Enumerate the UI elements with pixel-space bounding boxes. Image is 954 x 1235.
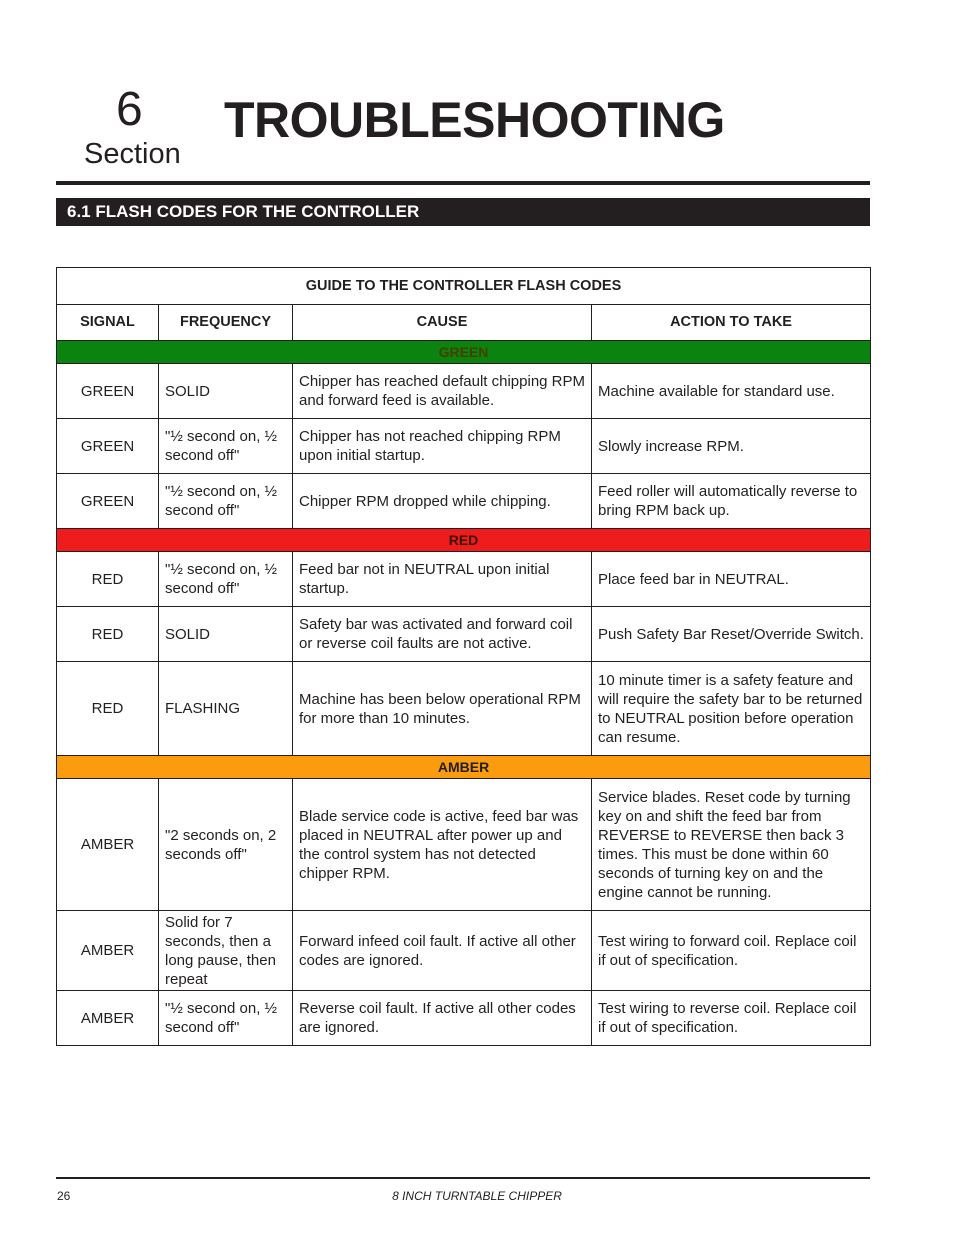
column-header-frequency: FREQUENCY xyxy=(159,305,293,341)
action-cell: Place feed bar in NEUTRAL. xyxy=(592,552,871,607)
group-row-red xyxy=(57,529,871,552)
cause-cell: Safety bar was activated and forward coil or reverse coil faults are not active. xyxy=(293,607,592,662)
frequency-cell: FLASHING xyxy=(159,662,293,756)
subsection-heading: 6.1 FLASH CODES FOR THE CONTROLLER xyxy=(56,198,870,226)
cause-cell: Feed bar not in NEUTRAL upon initial startup. xyxy=(293,552,592,607)
table-row xyxy=(57,779,871,911)
page-title: TROUBLESHOOTING xyxy=(224,92,725,148)
frequency-cell: SOLID xyxy=(159,364,293,419)
action-cell: Test wiring to reverse coil. Replace coil if out of specification. xyxy=(592,991,871,1046)
cause-cell: Blade service code is active, feed bar was placed in NEUTRAL after power up and the control system has not detected chipper RPM. xyxy=(293,779,592,911)
table-row xyxy=(57,911,871,991)
cause-cell: Chipper RPM dropped while chipping. xyxy=(293,474,592,529)
cause-cell: Chipper has reached default chipping RPM and forward feed is available. xyxy=(293,364,592,419)
manual-title: 8 INCH TURNTABLE CHIPPER xyxy=(392,1189,562,1203)
frequency-cell: Solid for 7 seconds, then a long pause, then repeat xyxy=(159,911,293,991)
frequency-cell: "½ second on, ½ second off" xyxy=(159,474,293,529)
signal-cell: AMBER xyxy=(57,991,159,1046)
table-header-row xyxy=(57,305,871,341)
group-row-amber xyxy=(57,756,871,779)
frequency-cell: "½ second on, ½ second off" xyxy=(159,991,293,1046)
table-row xyxy=(57,991,871,1046)
action-cell: Machine available for standard use. xyxy=(592,364,871,419)
action-cell: Service blades. Reset code by turning key on and shift the feed bar from REVERSE to REVERSE then back 3 times. This must be done within 60 seconds of turning key on and the engine cannot be running. xyxy=(592,779,871,911)
action-cell: Test wiring to forward coil. Replace coil if out of specification. xyxy=(592,911,871,991)
action-cell: Push Safety Bar Reset/Override Switch. xyxy=(592,607,871,662)
table-row xyxy=(57,474,871,529)
signal-cell: RED xyxy=(57,662,159,756)
table-row xyxy=(57,662,871,756)
group-row-green xyxy=(57,341,871,364)
signal-cell: AMBER xyxy=(57,911,159,991)
column-header-signal: SIGNAL xyxy=(57,305,159,341)
cause-cell: Chipper has not reached chipping RPM upon initial startup. xyxy=(293,419,592,474)
frequency-cell: "½ second on, ½ second off" xyxy=(159,419,293,474)
page-number: 26 xyxy=(57,1189,71,1203)
action-cell: Slowly increase RPM. xyxy=(592,419,871,474)
action-cell: 10 minute timer is a safety feature and will require the safety bar to be returned to NEUTRAL position before operation can resume. xyxy=(592,662,871,756)
frequency-cell: "½ second on, ½ second off" xyxy=(159,552,293,607)
signal-cell: RED xyxy=(57,552,159,607)
cause-cell: Machine has been below operational RPM for more than 10 minutes. xyxy=(293,662,592,756)
section-number: 6 xyxy=(116,83,143,136)
signal-cell: RED xyxy=(57,607,159,662)
cause-cell: Forward infeed coil fault. If active all other codes are ignored. xyxy=(293,911,592,991)
column-header-action: ACTION TO TAKE xyxy=(592,305,871,341)
cause-cell: Reverse coil fault. If active all other codes are ignored. xyxy=(293,991,592,1046)
table-caption: GUIDE TO THE CONTROLLER FLASH CODES xyxy=(57,268,871,305)
table-row xyxy=(57,607,871,662)
flash-codes-table xyxy=(56,267,871,1046)
table-row xyxy=(57,364,871,419)
signal-cell: GREEN xyxy=(57,419,159,474)
group-label-red: RED xyxy=(57,529,871,552)
footer-rule xyxy=(56,1177,870,1179)
table-row xyxy=(57,419,871,474)
table-row xyxy=(57,552,871,607)
title-rule xyxy=(56,181,870,185)
signal-cell: AMBER xyxy=(57,779,159,911)
signal-cell: GREEN xyxy=(57,364,159,419)
frequency-cell: SOLID xyxy=(159,607,293,662)
group-label-amber: AMBER xyxy=(57,756,871,779)
action-cell: Feed roller will automatically reverse to bring RPM back up. xyxy=(592,474,871,529)
column-header-cause: CAUSE xyxy=(293,305,592,341)
frequency-cell: "2 seconds on, 2 seconds off" xyxy=(159,779,293,911)
group-label-green: GREEN xyxy=(57,341,871,364)
signal-cell: GREEN xyxy=(57,474,159,529)
section-label: Section xyxy=(84,138,181,170)
